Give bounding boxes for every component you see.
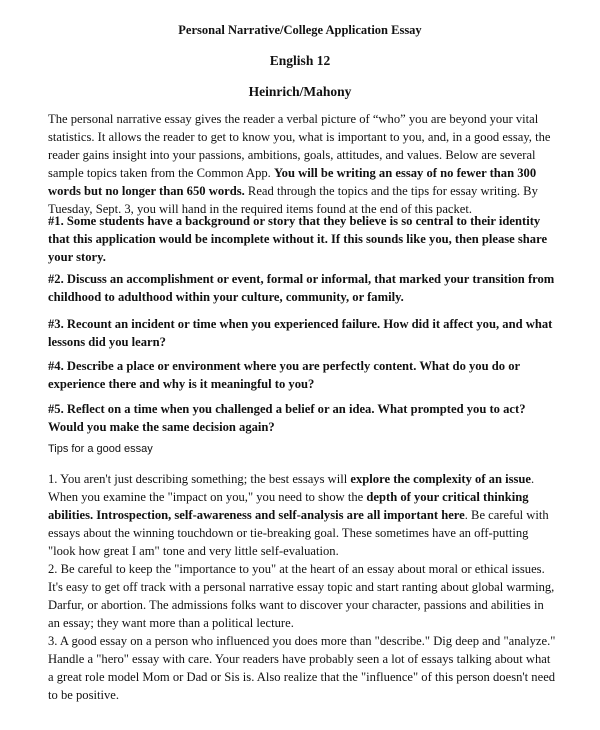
prompt-4: #4. Describe a place or environment where you are perfectly content. What do you do or experience there and why is it meaningful to you?: [48, 359, 520, 391]
tips-heading: Tips for a good essay: [48, 443, 153, 455]
instructor-names: Heinrich/Mahony: [248, 84, 352, 99]
word-count-requirement: You will be writing an essay of no fewer than 300 words but no longer than 650 words.: [48, 166, 537, 198]
tip-3: 3. A good essay on a person who influenced you does more than "describe." Dig deep and "analyze." Handle a "hero" essay with care. Your readers have probably seen a lot of essays talking about what a great role model Mom or Dad or Sis is. Also realize that the "influence" of this person doesn't need to be positive.: [48, 634, 556, 702]
tip-1-emphasis-1: explore the complexity of an issue: [350, 472, 532, 486]
tip-2: 2. Be careful to keep the "importance to you" at the heart of an essay about moral or ethical issues. It's easy to get off track with a personal narrative essay topic and start ranting about global warming, Darfur, or abortion. The admissions folks want to discover your character, passions and abilities in an essay; they want more than a political lecture.: [48, 562, 555, 630]
tip-1-emphasis-2: depth of your critical thinking abilities. Introspection, self-awareness and self-analysis are all important here: [48, 490, 529, 522]
document-title: Personal Narrative/College Application Essay: [178, 23, 422, 37]
intro-paragraph: [48, 110, 558, 218]
tip-1-text-a: 1. You aren't just describing something; the best essays will: [48, 472, 351, 486]
course-name: English 12: [269, 53, 331, 68]
prompt-1: #1. Some students have a background or story that they believe is so central to their identity that this application would be incomplete without it. If this sounds like you, then please share your story.: [48, 214, 548, 264]
prompt-5: #5. Reflect on a time when you challenged a belief or an idea. What prompted you to act? Would you make the same decision again?: [48, 402, 526, 434]
prompt-2: #2. Discuss an accomplishment or event, formal or informal, that marked your transition from childhood to adulthood within your culture, community, or family.: [48, 272, 555, 304]
intro-text-1: The personal narrative essay gives the reader a verbal picture of “who” you are beyond your vital statistics. It allows the reader to get to know you, what is important to you, and, in a good essay, the reader gains insight into your passions, ambitions, goals, attitudes, and values. Below are several sample topics taken from the Common App.: [48, 112, 551, 180]
intro-text-3: Read through the topics and the tips for essay writing. By Tuesday, Sept. 3, you will hand in the required items found at the end of this packet.: [48, 184, 538, 216]
tip-1-text-c: . When you examine the "impact on you," you need to show the: [48, 472, 535, 504]
prompt-3: #3. Recount an incident or time when you experienced failure. How did it affect you, and what lessons did you learn?: [48, 317, 553, 349]
tip-1-text-e: . Be careful with essays about the winning touchdown or tie-breaking goal. These sometimes have an off-putting "look how great I am" tone and very little self-evaluation.: [48, 508, 549, 558]
tip-1: [48, 470, 558, 560]
